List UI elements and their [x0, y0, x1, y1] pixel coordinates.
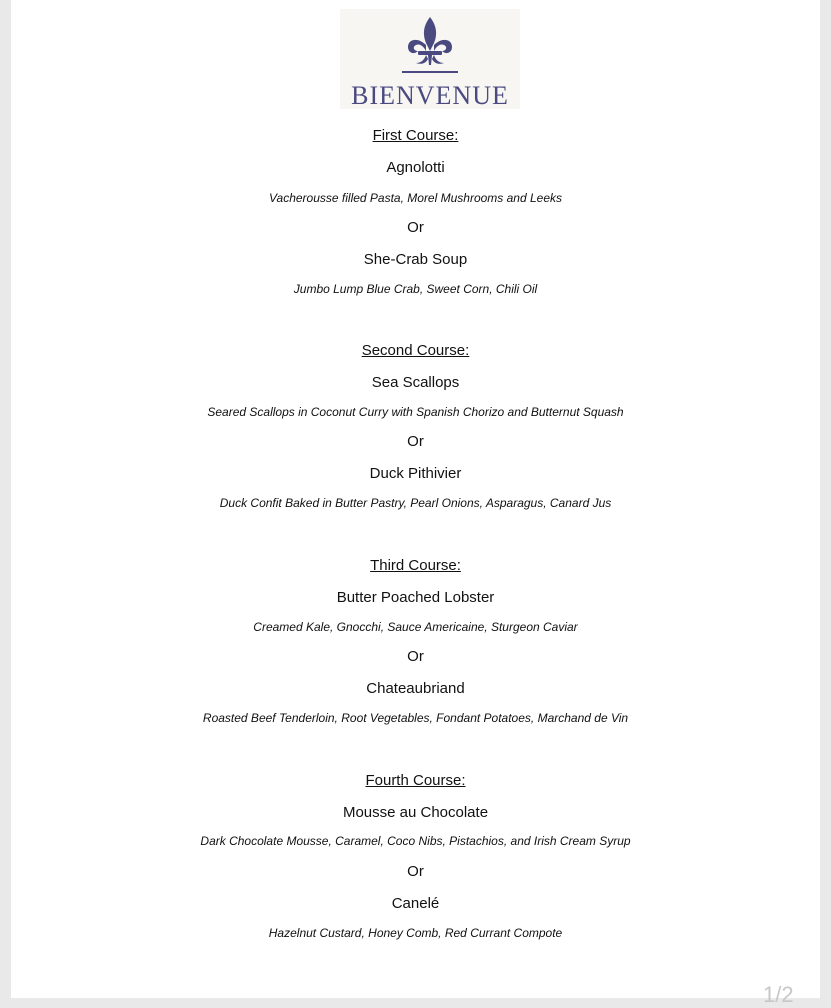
dish-name: Canelé	[391, 895, 440, 912]
dish-name: She-Crab Soup	[363, 251, 468, 268]
course-heading: Fourth Course:	[365, 772, 466, 789]
logo	[340, 9, 520, 109]
course-heading: First Course:	[372, 127, 459, 144]
dish-name: Butter Poached Lobster	[336, 589, 495, 606]
or-separator: Or	[407, 219, 424, 236]
dish-description: Dark Chocolate Mousse, Caramel, Coco Nibs, Pistachios, and Irish Cream Syrup	[200, 834, 631, 848]
or-separator: Or	[407, 433, 424, 450]
fleur-de-lis-icon	[400, 15, 460, 79]
dish-description: Seared Scallops in Coconut Curry with Spanish Chorizo and Butternut Squash	[207, 405, 624, 419]
dish-description: Jumbo Lump Blue Crab, Sweet Corn, Chili Oil	[293, 282, 538, 296]
course-heading: Second Course:	[361, 342, 470, 359]
or-separator: Or	[407, 863, 424, 880]
document-page	[11, 0, 820, 1007]
dish-description: Hazelnut Custard, Honey Comb, Red Currant Compote	[268, 926, 563, 940]
dish-name: Sea Scallops	[371, 374, 460, 391]
dish-name: Agnolotti	[386, 159, 445, 176]
dish-name: Mousse au Chocolate	[342, 804, 489, 821]
logo-text: BIENVENUE	[351, 81, 509, 110]
dish-description: Vacherousse filled Pasta, Morel Mushrooms and Leeks	[268, 191, 563, 205]
or-separator: Or	[407, 648, 424, 665]
dish-name: Duck Pithivier	[369, 465, 462, 482]
dish-description: Duck Confit Baked in Butter Pastry, Pearl Onions, Asparagus, Canard Jus	[219, 496, 612, 510]
dish-name: Chateaubriand	[366, 680, 465, 697]
dish-description: Roasted Beef Tenderloin, Root Vegetables, Fondant Potatoes, Marchand de Vin	[202, 711, 629, 725]
course-heading: Third Course:	[370, 557, 461, 574]
page-indicator: 1/2	[763, 982, 794, 1007]
dish-description: Creamed Kale, Gnocchi, Sauce Americaine, Sturgeon Caviar	[253, 620, 578, 634]
